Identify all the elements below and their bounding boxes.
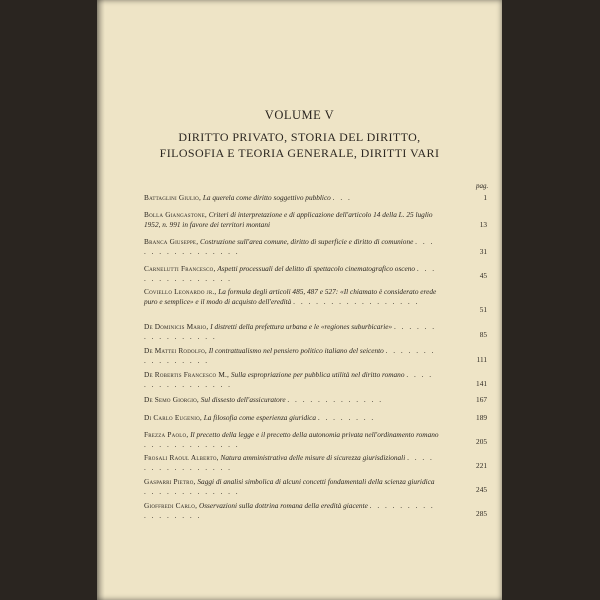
entry-page-number: 1 — [483, 193, 487, 202]
entry-page-number: 45 — [479, 271, 487, 280]
entry-title: Sulla espropriazione per pubblica utilità nel diritto romano — [230, 370, 405, 379]
entry-page-number: 205 — [476, 437, 487, 446]
toc-entry — [144, 210, 440, 230]
entry-title: La querela come diritto soggettivo pubblico — [202, 193, 331, 202]
entry-title: Il contrattualismo nel pensiero politico italiano del seicento — [208, 346, 384, 355]
entry-title: Aspetti processuali del delitto di spettacolo cinematografico osceno — [217, 264, 416, 273]
entry-author: De Robertis Francesco M., — [144, 370, 230, 379]
toc-entry — [144, 501, 440, 521]
book-page — [97, 0, 502, 600]
entry-page-number: 189 — [476, 413, 487, 422]
entry-page-number: 31 — [479, 247, 487, 256]
entry-leader: . . . . . . . . . . . . . . . . . — [144, 501, 435, 520]
toc-entry — [144, 395, 440, 405]
toc-entry — [144, 322, 440, 342]
toc-entry — [144, 413, 440, 423]
toc-entry — [144, 287, 440, 307]
entry-page-number: 167 — [476, 395, 487, 404]
entry-title: Criteri di interpretazione e di applicazione dell'articolo 14 della L. 25 luglio 1952, n. 991 in favore dei territori montani — [144, 210, 433, 229]
entry-author: De Dominicis Mario, — [144, 322, 209, 331]
entry-page-number: 13 — [479, 220, 487, 229]
entry-author: Di Carlo Eugenio, — [144, 413, 202, 422]
table-of-contents — [97, 0, 502, 600]
entry-page-number: 85 — [479, 330, 487, 339]
entry-title: Osservazioni sulla dottrina romana della eredità giacente — [198, 501, 368, 510]
entry-leader: . . . . . . . . . . . . . . . . . — [293, 297, 420, 306]
entry-author: De Semo Giorgio, — [144, 395, 199, 404]
entry-title: Saggi di analisi simbolica di alcuni concetti fondamentali della scienza giuridica — [197, 477, 435, 486]
entry-author: Battaglini Giulio, — [144, 193, 201, 202]
entry-author: Branca Giuseppe, — [144, 237, 199, 246]
toc-entry — [144, 477, 440, 497]
volume-heading: VOLUME V — [264, 108, 335, 122]
entry-page-number: 141 — [476, 379, 487, 388]
entry-author: Gasparri Pietro, — [144, 477, 196, 486]
entry-leader: . . . . . . . . . . . . . . . . — [144, 346, 436, 365]
entry-leader: . . . . . . . . . . . . . — [287, 395, 384, 404]
toc-entry — [144, 370, 440, 390]
entry-leader: . . . . . . . . . . . . . . . . — [144, 453, 434, 472]
entry-leader: . . . — [332, 193, 352, 202]
entry-title: Il precetto della legge e il precetto della autonomia privata nell'ordinamento romano — [190, 430, 439, 439]
entry-page-number: 51 — [479, 305, 487, 314]
entry-leader: . . . . . . . . — [317, 413, 376, 422]
toc-entry — [144, 430, 440, 450]
entry-title: I distretti della prefettura urbana e le «regiones suburbicarie» — [210, 322, 393, 331]
entry-author: Bolla Giangastone, — [144, 210, 207, 219]
entry-leader: . . . . . . . . . . . . . — [144, 440, 240, 449]
entry-page-number: 285 — [476, 509, 487, 518]
toc-entry — [144, 193, 440, 203]
entry-leader: . . . . . . . . . . . . . . . . — [144, 322, 437, 341]
entry-author: Carnelutti Francesco, — [144, 264, 216, 273]
entry-title: Natura amministrativa delle misure di sicurezza giurisdizionali — [220, 453, 406, 462]
toc-entry — [144, 237, 440, 257]
entry-leader: . . . . . . . . . . . . . . . . — [144, 370, 434, 389]
section-title-line-2: FILOSOFIA E TEORIA GENERALE, DIRITTI VARI — [159, 146, 440, 160]
entry-title: La filosofia come esperienza giuridica — [203, 413, 317, 422]
entry-author: Frosali Raoul Alberto, — [144, 453, 219, 462]
entry-author: Gioffredi Carlo, — [144, 501, 198, 510]
entry-title: La formula degli articoli 485, 487 e 527: «Il chiamato è considerato erede puro e semplice» e il modo di acquisto dell'eredità — [144, 287, 437, 306]
entry-author: De Mattei Rodolfo, — [144, 346, 207, 355]
entry-title: Costruzione sull'area comune, diritto di superficie e diritto di comunione — [200, 237, 414, 246]
entry-page-number: 245 — [476, 485, 487, 494]
page-column-label: pag. — [476, 182, 489, 190]
entry-leader: . . . . . . . . . . . . . — [144, 487, 240, 496]
entry-author: Frezza Paolo, — [144, 430, 189, 439]
entry-author: Coviello Leonardo jr., — [144, 287, 217, 296]
toc-entry — [144, 346, 440, 366]
section-title-line-1: DIRITTO PRIVATO, STORIA DEL DIRITTO, — [178, 130, 421, 144]
toc-entry — [144, 264, 440, 284]
toc-entry — [144, 453, 440, 473]
entry-page-number: 111 — [476, 355, 487, 364]
entry-leader: . . . . . . . . . . . . . . . — [144, 264, 437, 283]
entry-title: Sul dissesto dell'assicuratore — [200, 395, 286, 404]
entry-page-number: 221 — [476, 461, 487, 470]
entry-leader: . . . . . . . . . . . . . . . . — [144, 237, 435, 256]
